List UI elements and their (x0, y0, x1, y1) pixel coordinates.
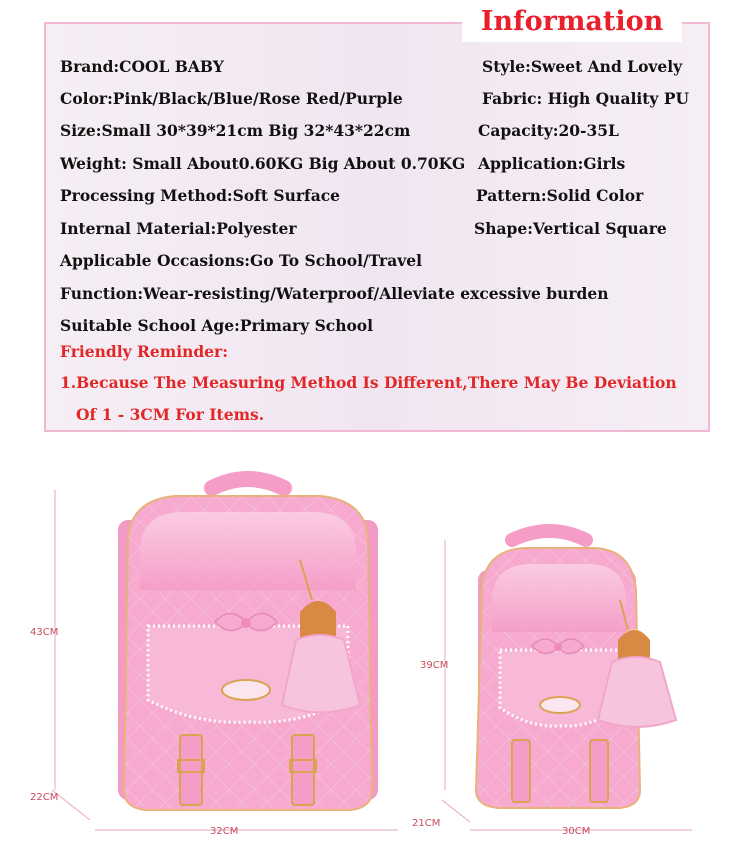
spec-size: Size:Small 30*39*21cm Big 32*43*22cm (60, 121, 411, 140)
spec-processing-method: Processing Method:Soft Surface (60, 186, 341, 205)
reminder-title: Friendly Reminder: (60, 342, 228, 361)
small-depth-dimension-line (442, 800, 470, 822)
spec-shape: Shape:Vertical Square (474, 219, 667, 238)
big-width-label: 32CM (210, 826, 239, 837)
big-depth-label: 22CM (30, 792, 59, 803)
small-height-label: 39CM (420, 660, 449, 671)
spec-school-age: Suitable School Age:Primary School (60, 316, 374, 335)
small-backpack-image (476, 531, 676, 808)
small-width-label: 30CM (562, 826, 591, 837)
spec-brand: Brand:COOL BABY (60, 57, 224, 76)
big-backpack-image (118, 479, 378, 810)
spec-internal-material: Internal Material:Polyester (60, 219, 297, 238)
spec-applicable-occasions: Applicable Occasions:Go To School/Travel (60, 251, 422, 270)
small-depth-label: 21CM (412, 818, 441, 829)
reminder-line-2: Of 1 - 3CM For Items. (76, 405, 265, 424)
spec-fabric: Fabric: High Quality PU (482, 89, 690, 108)
spec-function: Function:Wear-resisting/Waterproof/Alleviate excessive burden (60, 284, 609, 303)
spec-style: Style:Sweet And Lovely (482, 57, 683, 76)
spec-application: Application:Girls (478, 154, 626, 173)
information-title: Information (462, 2, 682, 42)
reminder-line-1: 1.Because The Measuring Method Is Different,There May Be Deviation (60, 373, 677, 392)
spec-capacity: Capacity:20-35L (478, 121, 619, 140)
big-height-label: 43CM (30, 627, 59, 638)
spec-pattern: Pattern:Solid Color (476, 186, 644, 205)
spec-color: Color:Pink/Black/Blue/Rose Red/Purple (60, 89, 403, 108)
spec-weight: Weight: Small About0.60KG Big About 0.70KG (60, 154, 466, 173)
